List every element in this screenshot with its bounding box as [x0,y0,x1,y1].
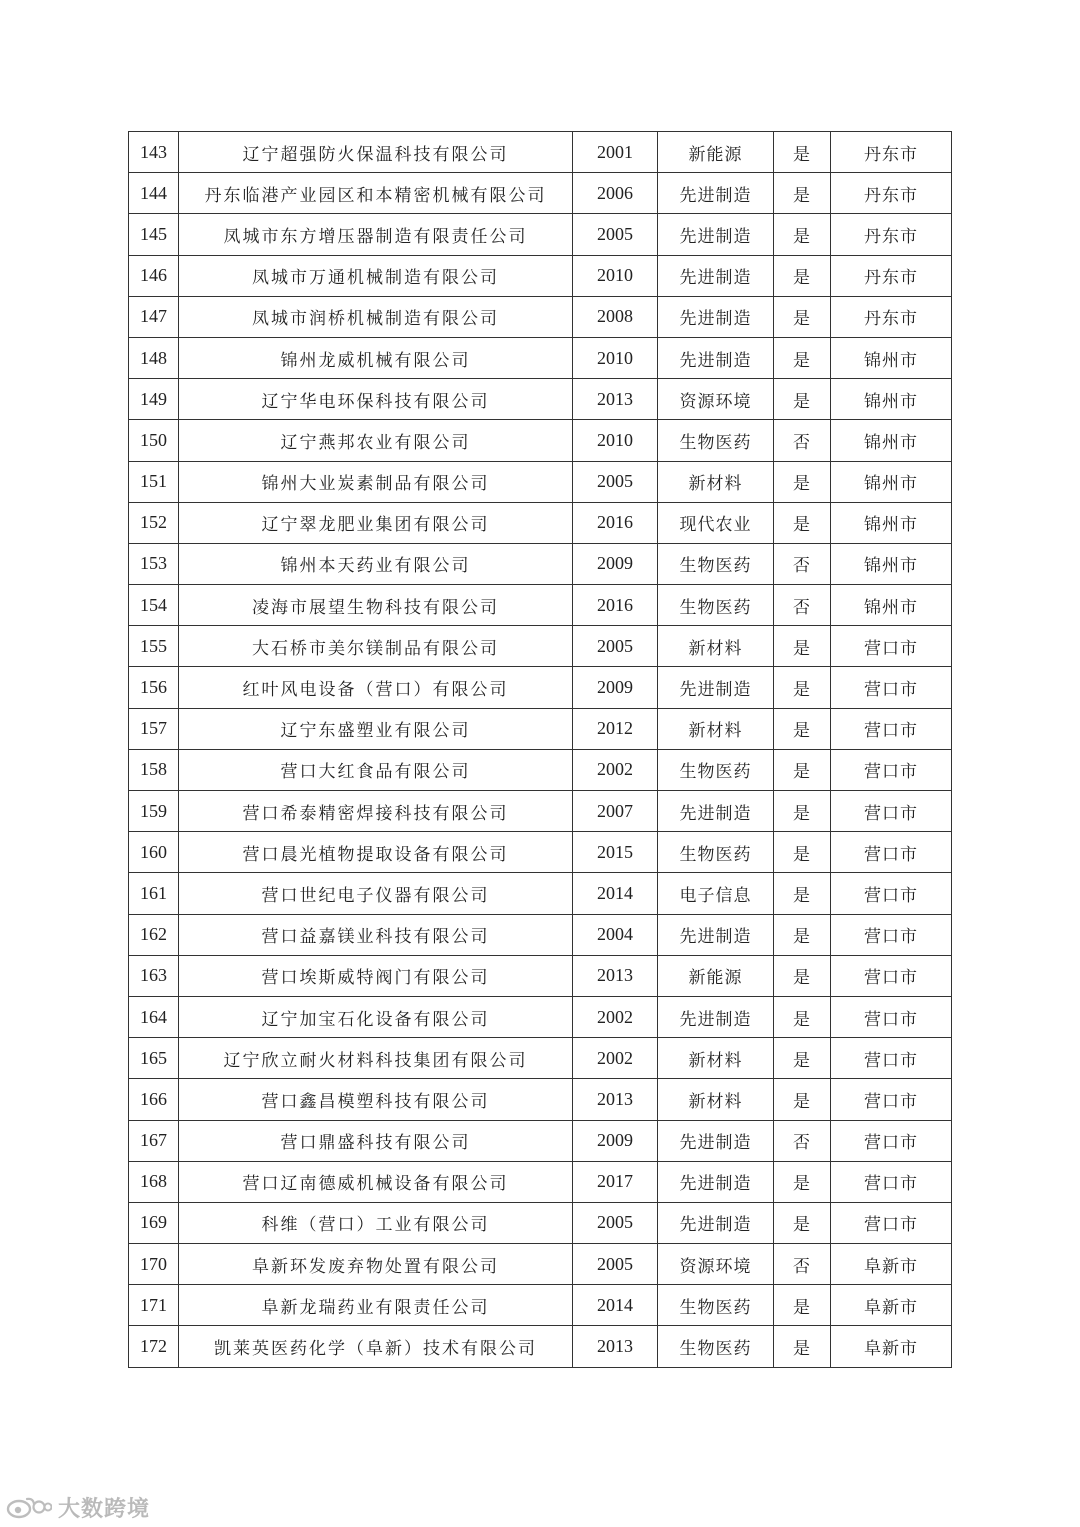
founded-year: 2002 [573,996,658,1037]
founded-year: 2017 [573,1161,658,1202]
qualification-flag: 是 [774,955,831,996]
company-name: 科维（营口）工业有限公司 [179,1202,573,1243]
table-row [129,420,952,461]
row-number: 162 [129,914,179,955]
table-row [129,379,952,420]
table-row [129,337,952,378]
qualification-flag: 是 [774,502,831,543]
qualification-flag: 是 [774,1038,831,1079]
row-number: 166 [129,1079,179,1120]
qualification-flag: 是 [774,914,831,955]
row-number: 149 [129,379,179,420]
qualification-flag: 是 [774,873,831,914]
industry-field: 新能源 [658,955,774,996]
company-name: 阜新环发废弃物处置有限公司 [179,1244,573,1285]
industry-field: 电子信息 [658,873,774,914]
industry-field: 先进制造 [658,1202,774,1243]
row-number: 163 [129,955,179,996]
industry-field: 先进制造 [658,296,774,337]
founded-year: 2001 [573,132,658,173]
qualification-flag: 否 [774,1120,831,1161]
row-number: 167 [129,1120,179,1161]
table-row [129,626,952,667]
company-list-sheet [128,131,951,1368]
city-name: 锦州市 [831,379,952,420]
watermark-text: 大数跨境 [58,1496,151,1522]
row-number: 169 [129,1202,179,1243]
city-name: 营口市 [831,832,952,873]
row-number: 150 [129,420,179,461]
founded-year: 2005 [573,1244,658,1285]
company-name: 营口益嘉镁业科技有限公司 [179,914,573,955]
company-name: 锦州本天药业有限公司 [179,543,573,584]
city-name: 营口市 [831,708,952,749]
industry-field: 先进制造 [658,791,774,832]
qualification-flag: 是 [774,255,831,296]
city-name: 丹东市 [831,214,952,255]
row-number: 154 [129,585,179,626]
founded-year: 2014 [573,873,658,914]
table-row [129,1038,952,1079]
founded-year: 2005 [573,461,658,502]
row-number: 172 [129,1326,179,1367]
city-name: 营口市 [831,791,952,832]
city-name: 锦州市 [831,502,952,543]
table-row [129,173,952,214]
row-number: 158 [129,749,179,790]
founded-year: 2013 [573,1079,658,1120]
city-name: 阜新市 [831,1244,952,1285]
table-row [129,132,952,173]
founded-year: 2014 [573,1285,658,1326]
industry-field: 新能源 [658,132,774,173]
city-name: 营口市 [831,955,952,996]
founded-year: 2012 [573,708,658,749]
qualification-flag: 是 [774,132,831,173]
qualification-flag: 是 [774,1326,831,1367]
industry-field: 生物医药 [658,749,774,790]
table-row [129,502,952,543]
qualification-flag: 是 [774,626,831,667]
qualification-flag: 是 [774,1079,831,1120]
qualification-flag: 否 [774,420,831,461]
company-name: 大石桥市美尔镁制品有限公司 [179,626,573,667]
founded-year: 2005 [573,626,658,667]
industry-field: 先进制造 [658,255,774,296]
company-name: 凤城市东方增压器制造有限责任公司 [179,214,573,255]
company-name: 凤城市万通机械制造有限公司 [179,255,573,296]
city-name: 营口市 [831,914,952,955]
row-number: 155 [129,626,179,667]
company-name: 营口鑫昌模塑科技有限公司 [179,1079,573,1120]
city-name: 丹东市 [831,173,952,214]
company-name: 营口鼎盛科技有限公司 [179,1120,573,1161]
company-name: 辽宁华电环保科技有限公司 [179,379,573,420]
table-row [129,1326,952,1367]
founded-year: 2013 [573,379,658,420]
company-name: 营口希泰精密焊接科技有限公司 [179,791,573,832]
city-name: 营口市 [831,996,952,1037]
industry-field: 新材料 [658,461,774,502]
company-name: 丹东临港产业园区和本精密机械有限公司 [179,173,573,214]
company-name: 辽宁翠龙肥业集团有限公司 [179,502,573,543]
company-name: 锦州龙威机械有限公司 [179,337,573,378]
table-row [129,214,952,255]
table-row [129,461,952,502]
watermark [6,1492,150,1522]
industry-field: 先进制造 [658,667,774,708]
row-number: 153 [129,543,179,584]
industry-field: 先进制造 [658,337,774,378]
city-name: 阜新市 [831,1326,952,1367]
table-row [129,1285,952,1326]
qualification-flag: 否 [774,543,831,584]
qualification-flag: 是 [774,296,831,337]
company-table-body [129,132,952,1368]
founded-year: 2002 [573,749,658,790]
table-row [129,585,952,626]
founded-year: 2007 [573,791,658,832]
founded-year: 2010 [573,337,658,378]
city-name: 锦州市 [831,585,952,626]
industry-field: 新材料 [658,626,774,667]
table-row [129,667,952,708]
city-name: 营口市 [831,1202,952,1243]
company-name: 凯莱英医药化学（阜新）技术有限公司 [179,1326,573,1367]
row-number: 145 [129,214,179,255]
city-name: 营口市 [831,1038,952,1079]
company-name: 辽宁东盛塑业有限公司 [179,708,573,749]
table-row [129,955,952,996]
qualification-flag: 是 [774,379,831,420]
row-number: 146 [129,255,179,296]
city-name: 营口市 [831,667,952,708]
industry-field: 新材料 [658,708,774,749]
industry-field: 生物医药 [658,420,774,461]
table-row [129,1244,952,1285]
city-name: 营口市 [831,1120,952,1161]
qualification-flag: 是 [774,832,831,873]
row-number: 159 [129,791,179,832]
founded-year: 2013 [573,955,658,996]
table-row [129,832,952,873]
row-number: 160 [129,832,179,873]
city-name: 锦州市 [831,461,952,502]
city-name: 阜新市 [831,1285,952,1326]
table-row [129,1161,952,1202]
weibo-logo-icon [6,1494,52,1520]
table-row [129,1120,952,1161]
industry-field: 生物医药 [658,1326,774,1367]
qualification-flag: 是 [774,337,831,378]
industry-field: 先进制造 [658,914,774,955]
industry-field: 先进制造 [658,996,774,1037]
industry-field: 先进制造 [658,1161,774,1202]
company-table [128,131,952,1368]
industry-field: 资源环境 [658,379,774,420]
founded-year: 2010 [573,420,658,461]
city-name: 丹东市 [831,255,952,296]
founded-year: 2009 [573,1120,658,1161]
company-name: 锦州大业炭素制品有限公司 [179,461,573,502]
table-row [129,749,952,790]
industry-field: 生物医药 [658,543,774,584]
founded-year: 2005 [573,214,658,255]
founded-year: 2009 [573,667,658,708]
row-number: 144 [129,173,179,214]
city-name: 营口市 [831,1161,952,1202]
founded-year: 2005 [573,1202,658,1243]
city-name: 营口市 [831,1079,952,1120]
table-row [129,1079,952,1120]
founded-year: 2016 [573,585,658,626]
city-name: 锦州市 [831,543,952,584]
row-number: 171 [129,1285,179,1326]
row-number: 143 [129,132,179,173]
qualification-flag: 是 [774,1285,831,1326]
row-number: 164 [129,996,179,1037]
industry-field: 生物医药 [658,832,774,873]
qualification-flag: 是 [774,173,831,214]
row-number: 152 [129,502,179,543]
qualification-flag: 是 [774,1161,831,1202]
table-row [129,255,952,296]
industry-field: 先进制造 [658,1120,774,1161]
row-number: 157 [129,708,179,749]
company-name: 营口埃斯威特阀门有限公司 [179,955,573,996]
city-name: 营口市 [831,873,952,914]
company-name: 凌海市展望生物科技有限公司 [179,585,573,626]
qualification-flag: 是 [774,667,831,708]
qualification-flag: 否 [774,585,831,626]
qualification-flag: 是 [774,996,831,1037]
table-row [129,296,952,337]
industry-field: 现代农业 [658,502,774,543]
company-name: 凤城市润桥机械制造有限公司 [179,296,573,337]
table-row [129,708,952,749]
table-row [129,543,952,584]
founded-year: 2013 [573,1326,658,1367]
row-number: 151 [129,461,179,502]
company-name: 辽宁欣立耐火材料科技集团有限公司 [179,1038,573,1079]
table-row [129,873,952,914]
qualification-flag: 是 [774,461,831,502]
city-name: 丹东市 [831,296,952,337]
company-name: 红叶风电设备（营口）有限公司 [179,667,573,708]
company-name: 辽宁加宝石化设备有限公司 [179,996,573,1037]
company-name: 营口辽南德威机械设备有限公司 [179,1161,573,1202]
founded-year: 2004 [573,914,658,955]
row-number: 147 [129,296,179,337]
city-name: 锦州市 [831,337,952,378]
qualification-flag: 是 [774,1202,831,1243]
industry-field: 先进制造 [658,173,774,214]
industry-field: 资源环境 [658,1244,774,1285]
row-number: 156 [129,667,179,708]
founded-year: 2015 [573,832,658,873]
industry-field: 生物医药 [658,1285,774,1326]
company-name: 营口世纪电子仪器有限公司 [179,873,573,914]
table-row [129,914,952,955]
company-name: 辽宁超强防火保温科技有限公司 [179,132,573,173]
table-row [129,996,952,1037]
industry-field: 新材料 [658,1079,774,1120]
row-number: 161 [129,873,179,914]
company-name: 辽宁燕邦农业有限公司 [179,420,573,461]
industry-field: 生物医药 [658,585,774,626]
city-name: 锦州市 [831,420,952,461]
qualification-flag: 否 [774,1244,831,1285]
founded-year: 2010 [573,255,658,296]
row-number: 165 [129,1038,179,1079]
table-row [129,791,952,832]
founded-year: 2016 [573,502,658,543]
row-number: 170 [129,1244,179,1285]
qualification-flag: 是 [774,214,831,255]
row-number: 168 [129,1161,179,1202]
founded-year: 2002 [573,1038,658,1079]
city-name: 营口市 [831,749,952,790]
industry-field: 新材料 [658,1038,774,1079]
industry-field: 先进制造 [658,214,774,255]
table-row [129,1202,952,1243]
founded-year: 2008 [573,296,658,337]
company-name: 营口晨光植物提取设备有限公司 [179,832,573,873]
row-number: 148 [129,337,179,378]
company-name: 阜新龙瑞药业有限责任公司 [179,1285,573,1326]
city-name: 丹东市 [831,132,952,173]
founded-year: 2006 [573,173,658,214]
company-name: 营口大红食品有限公司 [179,749,573,790]
qualification-flag: 是 [774,749,831,790]
founded-year: 2009 [573,543,658,584]
qualification-flag: 是 [774,708,831,749]
qualification-flag: 是 [774,791,831,832]
city-name: 营口市 [831,626,952,667]
